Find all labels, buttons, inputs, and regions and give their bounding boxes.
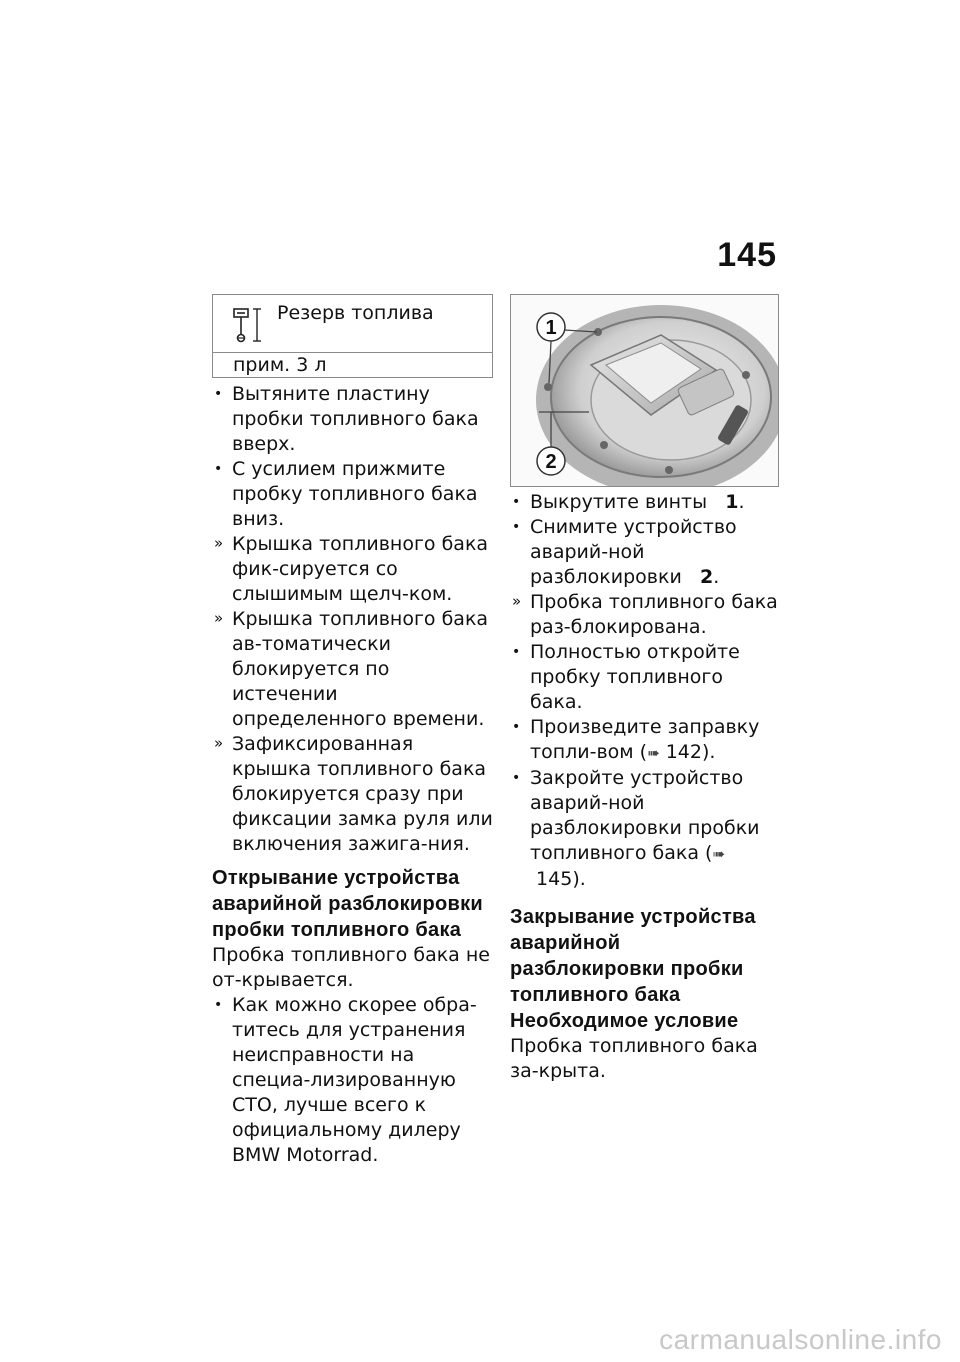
- fuel-cap-illustration: [511, 295, 778, 486]
- page-ref-link[interactable]: 142: [665, 741, 702, 763]
- page-ref-link[interactable]: 145: [536, 868, 573, 890]
- list-item: » Зафиксированная крышка топливного бака блокируется сразу при фиксации замка руля или включения зажига-ния.: [214, 733, 493, 855]
- fuel-reserve-value: прим. 3 л: [233, 354, 327, 376]
- callout-2-label: 2: [545, 451, 557, 473]
- callout-ref: 1: [725, 491, 739, 513]
- prerequisite-text: Пробка топливного бака за-крыта.: [510, 1035, 758, 1082]
- fuel-reserve-icon: [231, 305, 265, 345]
- page-number: 145: [717, 236, 777, 274]
- list-item: • Выкрутите винты 1.: [512, 491, 745, 513]
- bullet-icon: •: [512, 519, 521, 535]
- watermark: carmanualsonline.info: [659, 1324, 942, 1355]
- list-item: • Полностью откройте пробку топливного бака.: [512, 641, 740, 713]
- section-heading-open: Открывание устройства аварийной разблокировки пробки топливного бака: [212, 867, 484, 941]
- left-instruction-list: [212, 382, 494, 857]
- bullet-icon: •: [512, 644, 521, 660]
- fuel-reserve-header: [213, 295, 492, 353]
- section-open-intro: Пробка топливного бака не от-крывается.: [212, 944, 490, 991]
- section-heading-close: Закрывание устройства аварийной разблокировки пробки топливного бака: [510, 906, 756, 1006]
- list-item: • Вытяните пластину пробки топливного бака вверх.: [214, 383, 479, 455]
- section-open-list: [212, 993, 494, 1168]
- right-column: [510, 294, 780, 1084]
- callout-ref: 2: [699, 566, 714, 588]
- list-item: • С усилием прижмите пробку топливного бака вниз.: [214, 458, 478, 530]
- list-item: » Крышка топливного бака ав-томатически блокируется по истечении определенного времени.: [214, 608, 489, 730]
- bullet-icon: •: [512, 494, 521, 510]
- result-icon: »: [214, 534, 224, 552]
- fuel-cap-figure: [510, 294, 779, 487]
- bullet-icon: •: [214, 386, 223, 402]
- list-item: • Закройте устройство аварий-ной разблокировки пробки топливного бака (➠ 145).: [512, 767, 760, 890]
- left-column: [212, 294, 494, 1168]
- bullet-icon: •: [512, 770, 521, 786]
- prerequisite-heading: Необходимое условие: [510, 1010, 739, 1032]
- result-icon: »: [214, 609, 224, 627]
- right-instruction-list: [510, 490, 780, 892]
- bullet-icon: •: [512, 719, 521, 735]
- list-item: • Произведите заправку топли-вом (➠ 142).: [510, 715, 780, 766]
- list-item: » Крышка топливного бака фик-сируется со слышимым щелч-ком.: [214, 533, 489, 605]
- list-item: • Снимите устройство аварий-ной разблокировки 2.: [512, 516, 737, 588]
- result-icon: »: [512, 592, 522, 610]
- page-ref-arrow-icon: ➠: [712, 845, 726, 863]
- list-item: » Пробка топливного бака раз-блокирована.: [512, 591, 778, 638]
- bullet-icon: •: [214, 461, 223, 477]
- list-item: • Как можно скорее обра-титесь для устранения неисправности на специа-лизированную СТО, лучше всего к официальному дилеру BMW Motorrad.: [214, 994, 477, 1166]
- callout-1-label: 1: [545, 317, 557, 339]
- bullet-icon: •: [214, 997, 223, 1013]
- page-ref-arrow-icon: ➠: [647, 744, 660, 762]
- fuel-reserve-title: Резерв топлива: [277, 302, 434, 324]
- fuel-reserve-table: [212, 294, 493, 378]
- result-icon: »: [214, 734, 224, 752]
